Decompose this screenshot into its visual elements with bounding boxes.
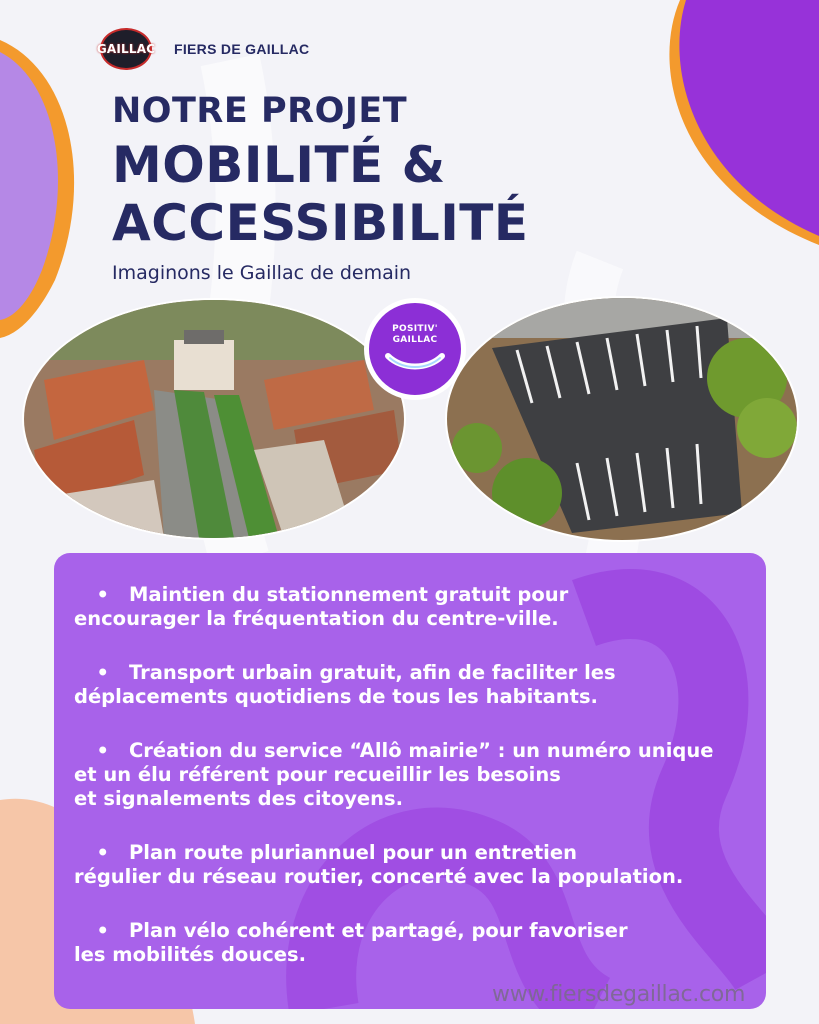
subtitle: Imaginons le Gaillac de demain bbox=[112, 262, 412, 284]
website-url[interactable]: www.fiersdegaillac.com bbox=[492, 982, 746, 1007]
list-item bbox=[74, 661, 760, 709]
bullet: • bbox=[96, 661, 109, 684]
positiv-gaillac-badge bbox=[364, 298, 466, 400]
item-4-line-1: Plan route pluriannuel pour un entretien bbox=[129, 841, 577, 864]
item-2-line-1: Transport urbain gratuit, afin de faciliter les bbox=[129, 661, 616, 684]
title-line-1: NOTRE PROJET bbox=[112, 91, 408, 131]
badge-line-2: GAILLAC bbox=[392, 335, 438, 345]
header bbox=[96, 28, 310, 70]
item-3-line-2: et un élu référent pour recueillir les besoins bbox=[74, 763, 561, 786]
town-aerial-photo bbox=[24, 300, 404, 538]
logo-text: GAILLAC bbox=[96, 42, 156, 56]
list-item bbox=[74, 919, 760, 967]
list-item bbox=[74, 739, 760, 811]
badge-line-1: POSITIV' bbox=[392, 324, 438, 334]
item-5-line-1: Plan vélo cohérent et partagé, pour favoriser bbox=[129, 919, 628, 942]
fiers-de-gaillac-logo[interactable] bbox=[96, 28, 156, 70]
bullet: • bbox=[96, 919, 109, 942]
title-line-3: ACCESSIBILITÉ bbox=[112, 194, 529, 252]
smile-icon bbox=[384, 352, 446, 372]
bullet: • bbox=[96, 841, 109, 864]
item-1-line-1: Maintien du stationnement gratuit pour bbox=[129, 583, 569, 606]
parking-lot-photo bbox=[447, 298, 797, 540]
commitments-panel bbox=[54, 553, 766, 1009]
item-3-line-1: Création du service “Allô mairie” : un numéro unique bbox=[129, 739, 714, 762]
item-3-line-3: et signalements des citoyens. bbox=[74, 787, 404, 810]
brand-name: FIERS DE GAILLAC bbox=[174, 41, 310, 57]
list-item bbox=[74, 841, 760, 889]
list-item bbox=[74, 583, 760, 631]
item-1-line-2: encourager la fréquentation du centre-ville. bbox=[74, 607, 559, 630]
bullet: • bbox=[96, 739, 109, 762]
commitments-list bbox=[74, 583, 760, 997]
title-line-2: MOBILITÉ & bbox=[112, 136, 446, 194]
item-5-line-2: les mobilités douces. bbox=[74, 943, 307, 966]
item-2-line-2: déplacements quotidiens de tous les habitants. bbox=[74, 685, 598, 708]
bullet: • bbox=[96, 583, 109, 606]
item-4-line-2: régulier du réseau routier, concerté avec la population. bbox=[74, 865, 684, 888]
